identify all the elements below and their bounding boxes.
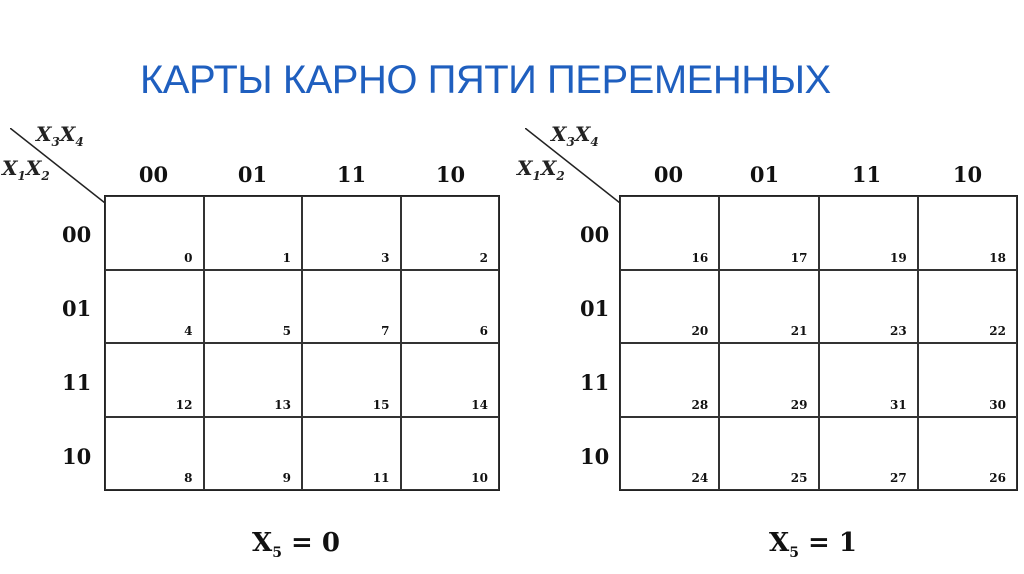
kmap-cell: 9 (204, 417, 303, 491)
map-caption: $X_5 = 0$ (252, 528, 340, 562)
row-header: 10 (62, 444, 92, 469)
kmap-cell: 14 (401, 343, 500, 417)
karnaugh-map-x5-0 (0, 120, 488, 570)
kmap-cell: 7 (302, 270, 401, 344)
row-variables: $X_1X_2$ (517, 156, 565, 183)
kmap-cell: 23 (819, 270, 918, 344)
column-header: 01 (237, 162, 268, 187)
column-header: 11 (851, 162, 882, 187)
row-header: 01 (580, 296, 610, 321)
row-header: 11 (580, 370, 610, 395)
kmap-cell: 2 (401, 196, 500, 270)
karnaugh-map-x5-1 (515, 120, 1006, 570)
column-variables: $X_3X_4$ (36, 122, 84, 149)
column-header: 10 (952, 162, 983, 187)
kmap-cell: 30 (918, 343, 1017, 417)
row-header: 11 (62, 370, 92, 395)
kmap-cell: 17 (719, 196, 818, 270)
kmap-cell: 1 (204, 196, 303, 270)
kmap-cell: 10 (401, 417, 500, 491)
kmap-cell: 3 (302, 196, 401, 270)
column-header: 00 (653, 162, 684, 187)
kmap-cell: 29 (719, 343, 818, 417)
row-header: 10 (580, 444, 610, 469)
column-variables: $X_3X_4$ (551, 122, 599, 149)
kmap-cell: 12 (105, 343, 204, 417)
kmap-cell: 11 (302, 417, 401, 491)
kmap-cell: 26 (918, 417, 1017, 491)
kmap-cell: 13 (204, 343, 303, 417)
kmap-cell: 19 (819, 196, 918, 270)
column-header: 00 (138, 162, 169, 187)
kmap-cell: 21 (719, 270, 818, 344)
row-header: 01 (62, 296, 92, 321)
page-title: КАРТЫ КАРНО ПЯТИ ПЕРЕМЕННЫХ (140, 58, 831, 102)
kmap-cell: 18 (918, 196, 1017, 270)
row-header: 00 (62, 222, 92, 247)
kmap-cell: 4 (105, 270, 204, 344)
kmap-cell: 25 (719, 417, 818, 491)
kmap-cell: 15 (302, 343, 401, 417)
kmap-cell: 5 (204, 270, 303, 344)
kmap-cell: 27 (819, 417, 918, 491)
kmap-cell: 28 (620, 343, 719, 417)
kmap-cell: 6 (401, 270, 500, 344)
kmap-cell: 16 (620, 196, 719, 270)
column-header: 11 (336, 162, 367, 187)
kmap-cell: 31 (819, 343, 918, 417)
kmap-cell: 22 (918, 270, 1017, 344)
map-caption: $X_5 = 1$ (769, 528, 857, 562)
kmap-cell: 0 (105, 196, 204, 270)
column-header: 10 (435, 162, 466, 187)
row-variables: $X_1X_2$ (2, 156, 50, 183)
kmap-grid (104, 195, 500, 491)
kmap-grid (619, 195, 1018, 491)
kmap-cell: 24 (620, 417, 719, 491)
kmap-cell: 20 (620, 270, 719, 344)
column-header: 01 (749, 162, 780, 187)
kmap-cell: 8 (105, 417, 204, 491)
row-header: 00 (580, 222, 610, 247)
